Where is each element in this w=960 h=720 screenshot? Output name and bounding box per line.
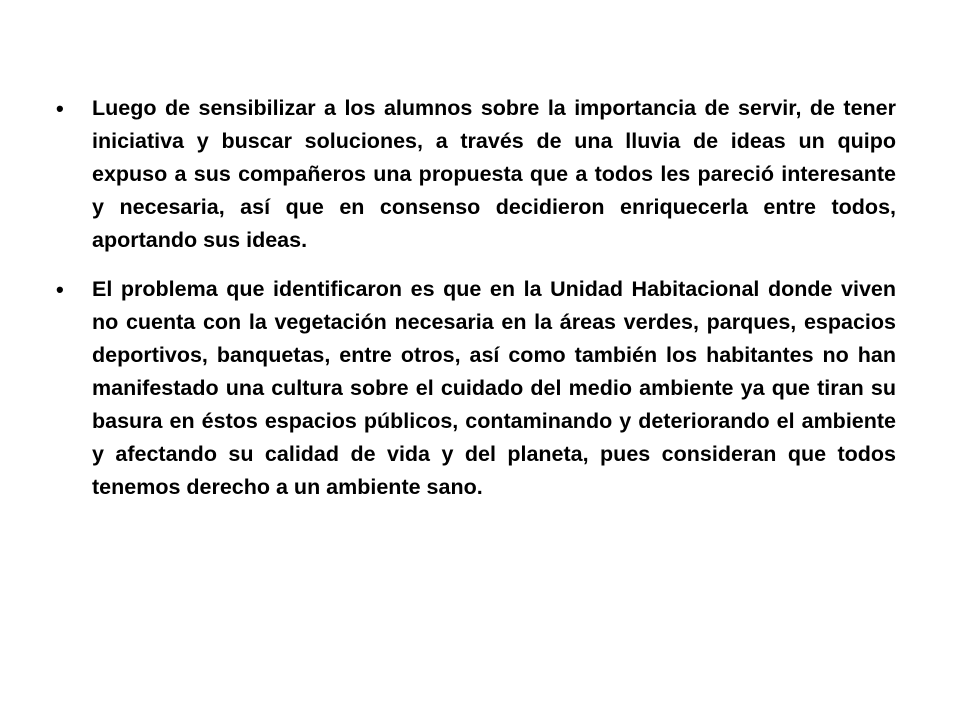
bullet-marker-icon: •	[56, 277, 64, 302]
bullet-item-1	[52, 92, 896, 257]
bullet-marker-icon: •	[56, 96, 64, 121]
bullet-list	[52, 92, 896, 520]
bullet-text-1: Luego de sensibilizar a los alumnos sobre la importancia de servir, de tener iniciativa y buscar soluciones, a través de una lluvia de ideas un quipo expuso a sus compañeros una propuesta que a todos les pareció interesante y necesaria, así que en consenso decidieron enriquecerla entre todos, aportando sus ideas.	[92, 96, 896, 252]
bullet-text-2: El problema que identificaron es que en la Unidad Habitacional donde viven no cuenta con la vegetación necesaria en la áreas verdes, parques, espacios deportivos, banquetas, entre otros, así como también los habitantes no han manifestado una cultura sobre el cuidado del medio ambiente ya que tiran su basura en éstos espacios públicos, contaminando y deteriorando el ambiente y afectando su calidad de vida y del planeta, pues consideran que todos tenemos derecho a un ambiente sano.	[92, 277, 896, 499]
bullet-item-2	[52, 273, 896, 504]
